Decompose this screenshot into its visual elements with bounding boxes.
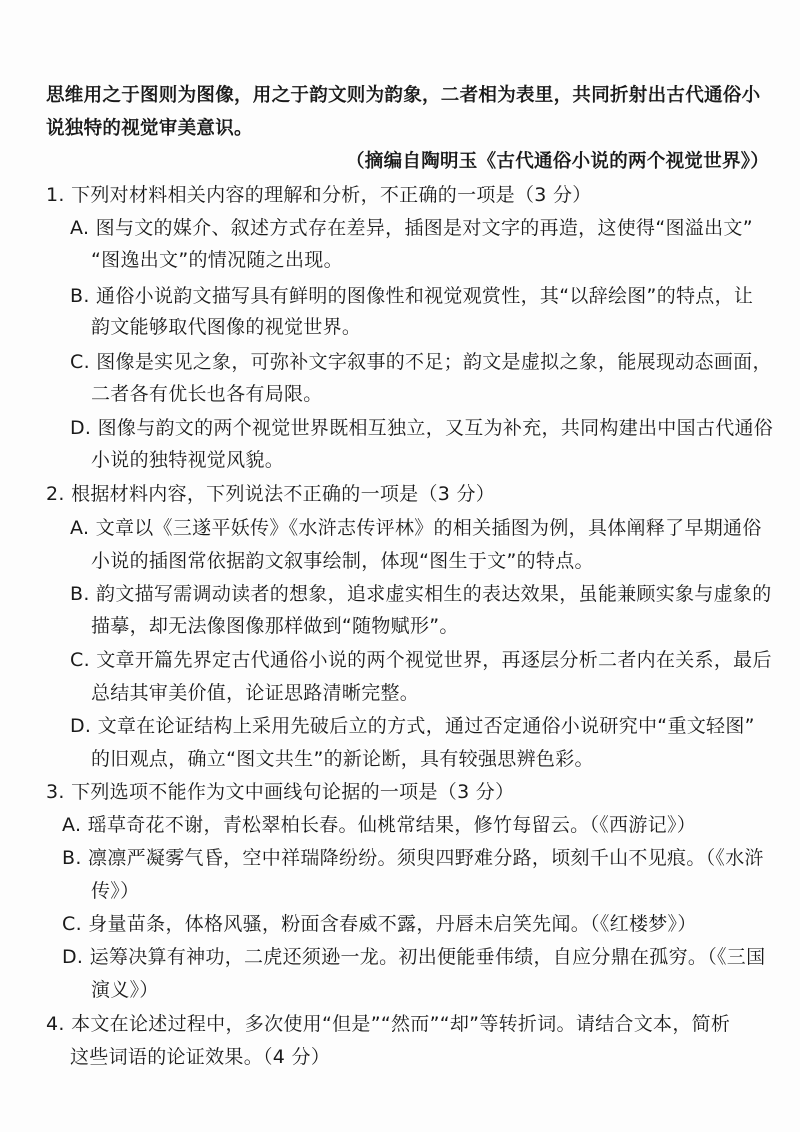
option-b-cont: 描摹，却无法像图像那样做到“随物赋形”。	[91, 615, 459, 637]
option-c-cont: 总结其审美价值，论证思路清晰完整。	[91, 682, 420, 704]
passage-line: 说独特的视觉审美意识。	[46, 118, 253, 139]
question-stem: 1. 下列对材料相关内容的理解和分析，不正确的一项是（3 分）	[46, 184, 592, 206]
option-d-cont: 演义》）	[91, 979, 159, 1001]
option-c: C. 图像是实见之象，可弥补文字叙事的不足；韵文是虚拟之象，能展现动态画面，	[70, 351, 772, 373]
option-d: D. 图像与韵文的两个视觉世界既相互独立，又互为补充，共同构建出中国古代通俗	[70, 417, 774, 439]
option-b: B. 韵文描写需调动读者的想象，追求虚实相生的表达效果，虽能兼顾实象与虚象的	[70, 583, 772, 605]
option-d-cont: 小说的独特视觉风貌。	[91, 449, 285, 471]
option-c: C. 文章开篇先界定古代通俗小说的两个视觉世界，再逐层分析二者内在关系，最后	[70, 649, 772, 671]
passage-source: （摘编自陶明玉《古代通俗小说的两个视觉世界》）	[346, 151, 770, 172]
option-a: A. 图与文的媒介、叙述方式存在差异，插图是对文字的再造，这使得“图溢出文”	[70, 217, 753, 239]
option-b: B. 通俗小说韵文描写具有鲜明的图像性和视觉观赏性，其“以辞绘图”的特点，让	[70, 285, 754, 307]
option-d: D. 文章在论证结构上采用先破后立的方式，通过否定通俗小说研究中“重文轻图”	[70, 715, 755, 737]
option-a: A. 文章以《三遂平妖传》《水浒志传评林》的相关插图为例，具体阐释了早期通俗	[70, 517, 762, 539]
option-d-cont: 的旧观点，确立“图文共生”的新论断，具有较强思辨色彩。	[91, 748, 594, 770]
question-stem: 3. 下列选项不能作为文中画线句论据的一项是（3 分）	[46, 781, 515, 803]
option-d: D. 运筹决算有神功，二虎还须逊一龙。初出便能垂伟绩，自应分鼎在孤穷。（《三国	[62, 946, 766, 968]
option-b-cont: 传》）	[91, 880, 140, 902]
option-c-cont: 二者各有优长也各有局限。	[91, 383, 323, 405]
option-a: A. 瑶草奇花不谢，青松翠柏长春。仙桃常结果，修竹每留云。（《西游记》）	[62, 814, 697, 836]
question-stem: 2. 根据材料内容，下列说法不正确的一项是（3 分）	[46, 483, 496, 505]
option-b: B. 凛凛严凝雾气昏，空中祥瑞降纷纷。须臾四野难分路，顷刻千山不见痕。（《水浒	[62, 847, 764, 869]
passage-line: 思维用之于图则为图像，用之于韵文则为韵象，二者相为表里，共同折射出古代通俗小	[46, 85, 761, 106]
option-a-cont: “图逸出文”的情况随之出现。	[91, 249, 343, 271]
question-stem: 4. 本文在论述过程中，多次使用“但是”“然而”“却”等转折词。请结合文本，简析	[46, 1013, 731, 1035]
option-a-cont: 小说的插图常依据韵文叙事绘制，体现“图生于文”的特点。	[91, 550, 594, 572]
question-stem-cont: 这些词语的论证效果。（4 分）	[70, 1046, 331, 1068]
option-c: C. 身量苗条，体格风骚，粉面含春威不露，丹唇未启笑先闻。（《红楼梦》）	[62, 913, 697, 935]
option-b-cont: 韵文能够取代图像的视觉世界。	[91, 316, 362, 338]
